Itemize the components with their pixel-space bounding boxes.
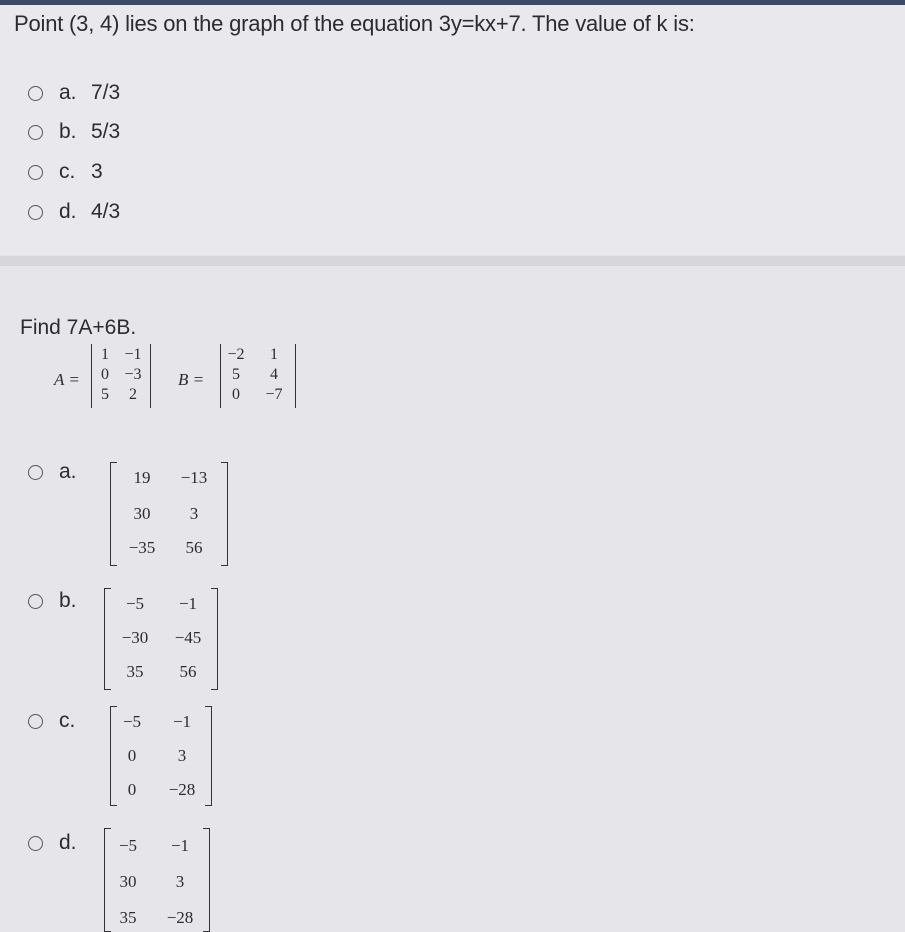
radio-button[interactable] <box>28 594 43 609</box>
q1-option-b[interactable] <box>28 120 120 144</box>
matrix-b-cell: −7 <box>265 386 283 403</box>
matrix-cell: 0 <box>127 780 137 799</box>
matrix-cell: 3 <box>189 504 199 523</box>
left-bracket <box>104 588 111 690</box>
left-bracket <box>110 462 117 566</box>
matrix-a-cell: 0 <box>101 366 109 383</box>
matrix-cell: −28 <box>166 908 194 927</box>
matrix-cell: 35 <box>126 662 144 681</box>
matrix-cell: 30 <box>133 504 151 523</box>
q2-option-b-matrix <box>104 588 218 690</box>
q2-option-c-matrix <box>110 706 212 806</box>
matrix-cell: 0 <box>127 746 137 765</box>
radio-button[interactable] <box>28 205 43 220</box>
question-2-panel <box>0 266 905 932</box>
matrix-cell: 56 <box>185 538 203 557</box>
radio-button[interactable] <box>28 86 43 101</box>
option-letter: d. <box>59 200 77 223</box>
question-2-text: Find 7A+6B. <box>20 316 137 339</box>
matrix-cell: −13 <box>180 468 208 487</box>
matrix-cell: 3 <box>175 872 185 891</box>
matrix-cell: 19 <box>133 468 151 487</box>
option-letter: c. <box>59 709 76 732</box>
radio-button[interactable] <box>28 165 43 180</box>
option-letter: b. <box>59 589 77 612</box>
matrix-cell: −30 <box>121 628 149 647</box>
matrix-a-cell: 2 <box>129 386 137 403</box>
right-bracket <box>205 706 212 806</box>
matrix-b-cell: 4 <box>270 366 278 383</box>
question-divider <box>0 256 905 266</box>
option-value: 3 <box>91 160 103 183</box>
matrix-cell: 30 <box>119 872 137 891</box>
matrix-a-cell: −3 <box>124 366 142 383</box>
right-bracket <box>211 588 218 690</box>
matrix-cell: 56 <box>179 662 197 681</box>
matrix-b-label: B = <box>178 370 205 389</box>
matrix-b-cell: 1 <box>270 346 278 363</box>
radio-button[interactable] <box>28 465 43 480</box>
matrix-cell: −45 <box>174 628 202 647</box>
matrix-b-cell: 5 <box>232 366 240 383</box>
q2-option-b[interactable] <box>28 589 77 613</box>
matrix-cell: 35 <box>119 908 137 927</box>
option-value: 4/3 <box>91 200 121 223</box>
matrix-a-cell: −1 <box>124 346 142 363</box>
q2-option-d[interactable] <box>28 831 77 855</box>
matrix-cell: −5 <box>122 712 142 731</box>
option-letter: b. <box>59 120 77 143</box>
matrix-b-cell: −2 <box>227 346 245 363</box>
matrix-cell: −35 <box>128 538 156 557</box>
radio-button[interactable] <box>28 125 43 140</box>
option-letter: c. <box>59 160 76 183</box>
matrix-b <box>220 344 296 408</box>
matrix-cell: −5 <box>118 836 138 855</box>
matrix-cell: −5 <box>125 594 145 613</box>
matrix-cell: −28 <box>168 780 196 799</box>
q1-option-c[interactable] <box>28 160 103 184</box>
q1-option-d[interactable] <box>28 200 120 224</box>
matrix-cell: −1 <box>178 594 198 613</box>
matrix-cell: −1 <box>172 712 192 731</box>
matrix-a-cell: 5 <box>101 386 109 403</box>
matrix-cell: −1 <box>170 836 190 855</box>
radio-button[interactable] <box>28 714 43 729</box>
q2-option-a-matrix <box>110 462 228 566</box>
right-bracket <box>203 828 210 932</box>
question-1-panel <box>0 5 905 255</box>
radio-button[interactable] <box>28 836 43 851</box>
question-1-text: Point (3, 4) lies on the graph of the equation 3y=kx+7. The value of k is: <box>14 11 695 36</box>
matrix-cell: 3 <box>177 746 187 765</box>
q2-option-c[interactable] <box>28 709 75 733</box>
q1-option-a[interactable] <box>28 81 120 105</box>
matrix-a-cell: 1 <box>101 346 109 363</box>
matrix-a <box>91 344 151 408</box>
matrix-a-label: A = <box>54 370 80 389</box>
matrix-b-cell: 0 <box>232 386 240 403</box>
q2-option-d-matrix <box>104 828 210 932</box>
option-value: 5/3 <box>91 120 121 143</box>
right-bracket <box>221 462 228 566</box>
option-value: 7/3 <box>91 81 121 104</box>
option-letter: a. <box>59 460 77 483</box>
q2-option-a[interactable] <box>28 460 77 484</box>
option-letter: a. <box>59 81 77 104</box>
option-letter: d. <box>59 831 77 854</box>
